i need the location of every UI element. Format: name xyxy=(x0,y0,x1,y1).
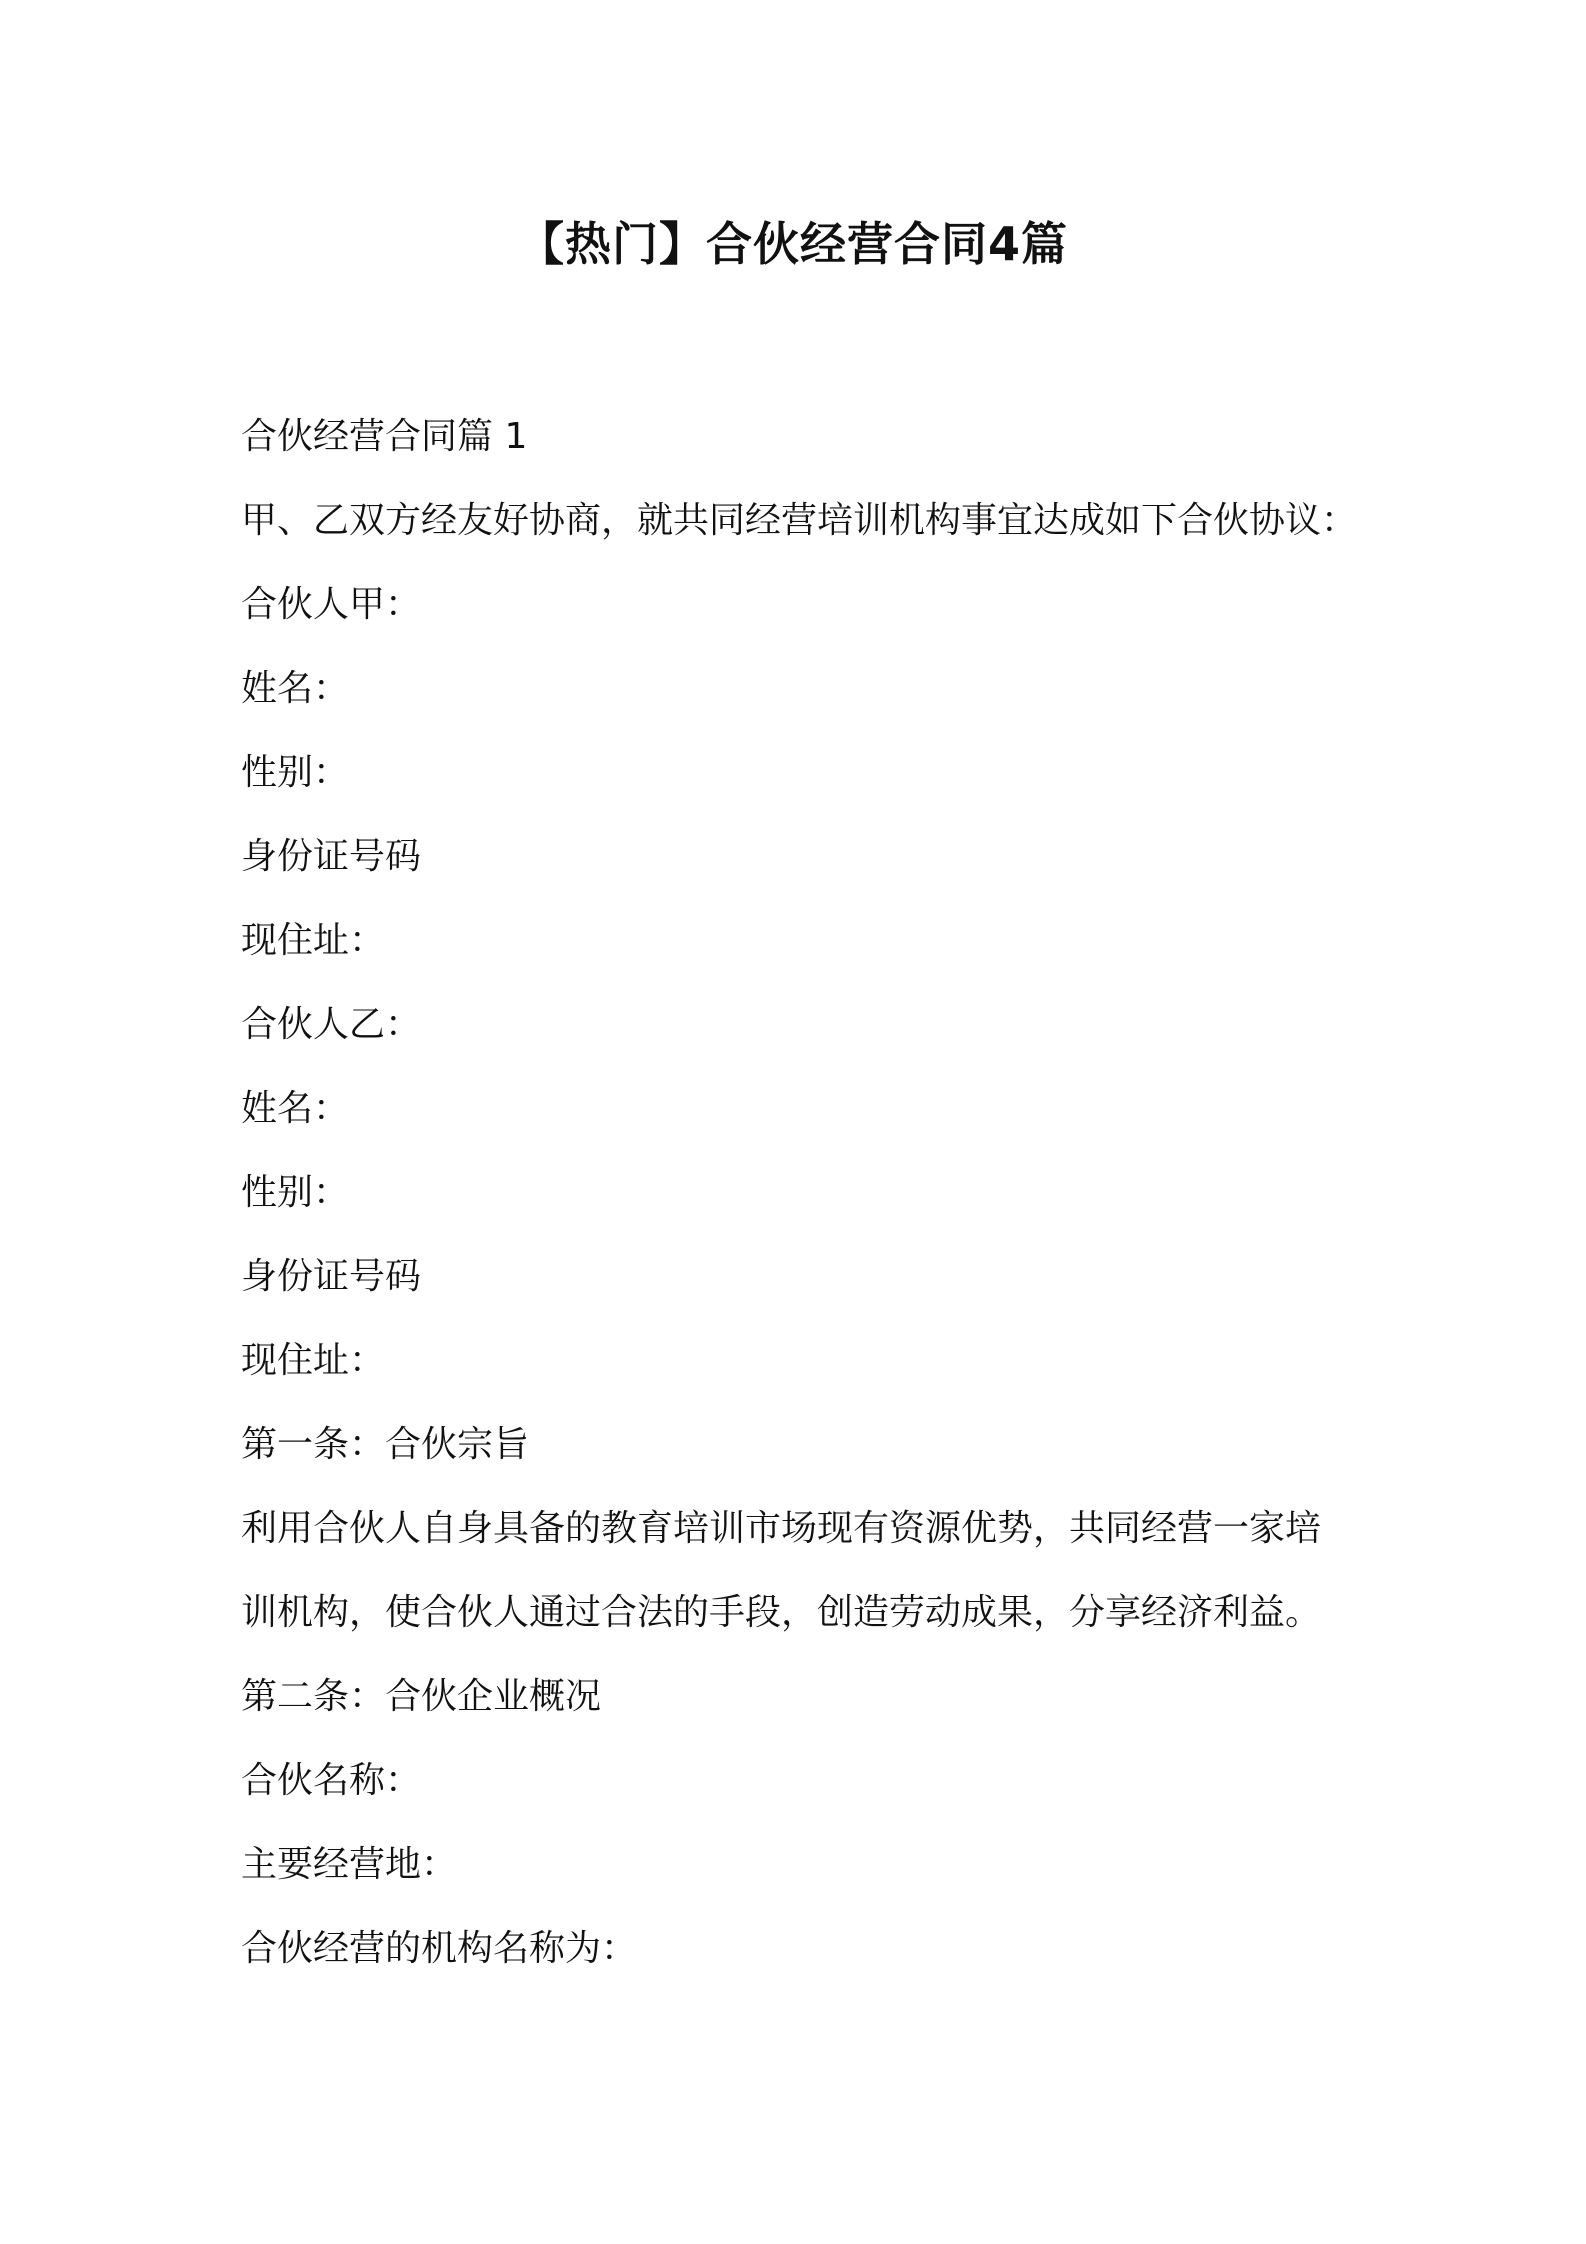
partner-b-name-field: 姓名： xyxy=(241,1088,350,1129)
article-1-heading: 第一条：合伙宗旨 xyxy=(241,1424,530,1465)
main-business-location-field: 主要经营地： xyxy=(241,1844,458,1885)
partner-a-id-field: 身份证号码 xyxy=(241,836,422,877)
partner-a-address-field: 现住址： xyxy=(241,920,386,961)
section-heading-1: 合伙经营合同篇 1 xyxy=(241,416,528,457)
partner-a-label: 合伙人甲： xyxy=(241,584,422,625)
partner-b-label: 合伙人乙： xyxy=(241,1004,422,1045)
partner-a-name-field: 姓名： xyxy=(241,668,350,709)
partnership-name-field: 合伙名称： xyxy=(241,1760,422,1801)
article-1-text-line-2: 训机构，使合伙人通过合法的手段，创造劳动成果，分享经济利益。 xyxy=(241,1592,1322,1633)
document-title: 【热门】合伙经营合同4篇 xyxy=(517,217,1068,271)
partner-b-id-field: 身份证号码 xyxy=(241,1256,422,1297)
article-1-text-line-1: 利用合伙人自身具备的教育培训市场现有资源优势，共同经营一家培 xyxy=(241,1508,1322,1549)
article-2-heading: 第二条：合伙企业概况 xyxy=(241,1676,602,1717)
partner-b-address-field: 现住址： xyxy=(241,1340,386,1381)
partner-b-gender-field: 性别： xyxy=(241,1172,350,1213)
institution-name-field: 合伙经营的机构名称为： xyxy=(241,1928,638,1969)
intro-paragraph: 甲、乙双方经友好协商，就共同经营培训机构事宜达成如下合伙协议： xyxy=(241,500,1358,541)
partner-a-gender-field: 性别： xyxy=(241,752,350,793)
